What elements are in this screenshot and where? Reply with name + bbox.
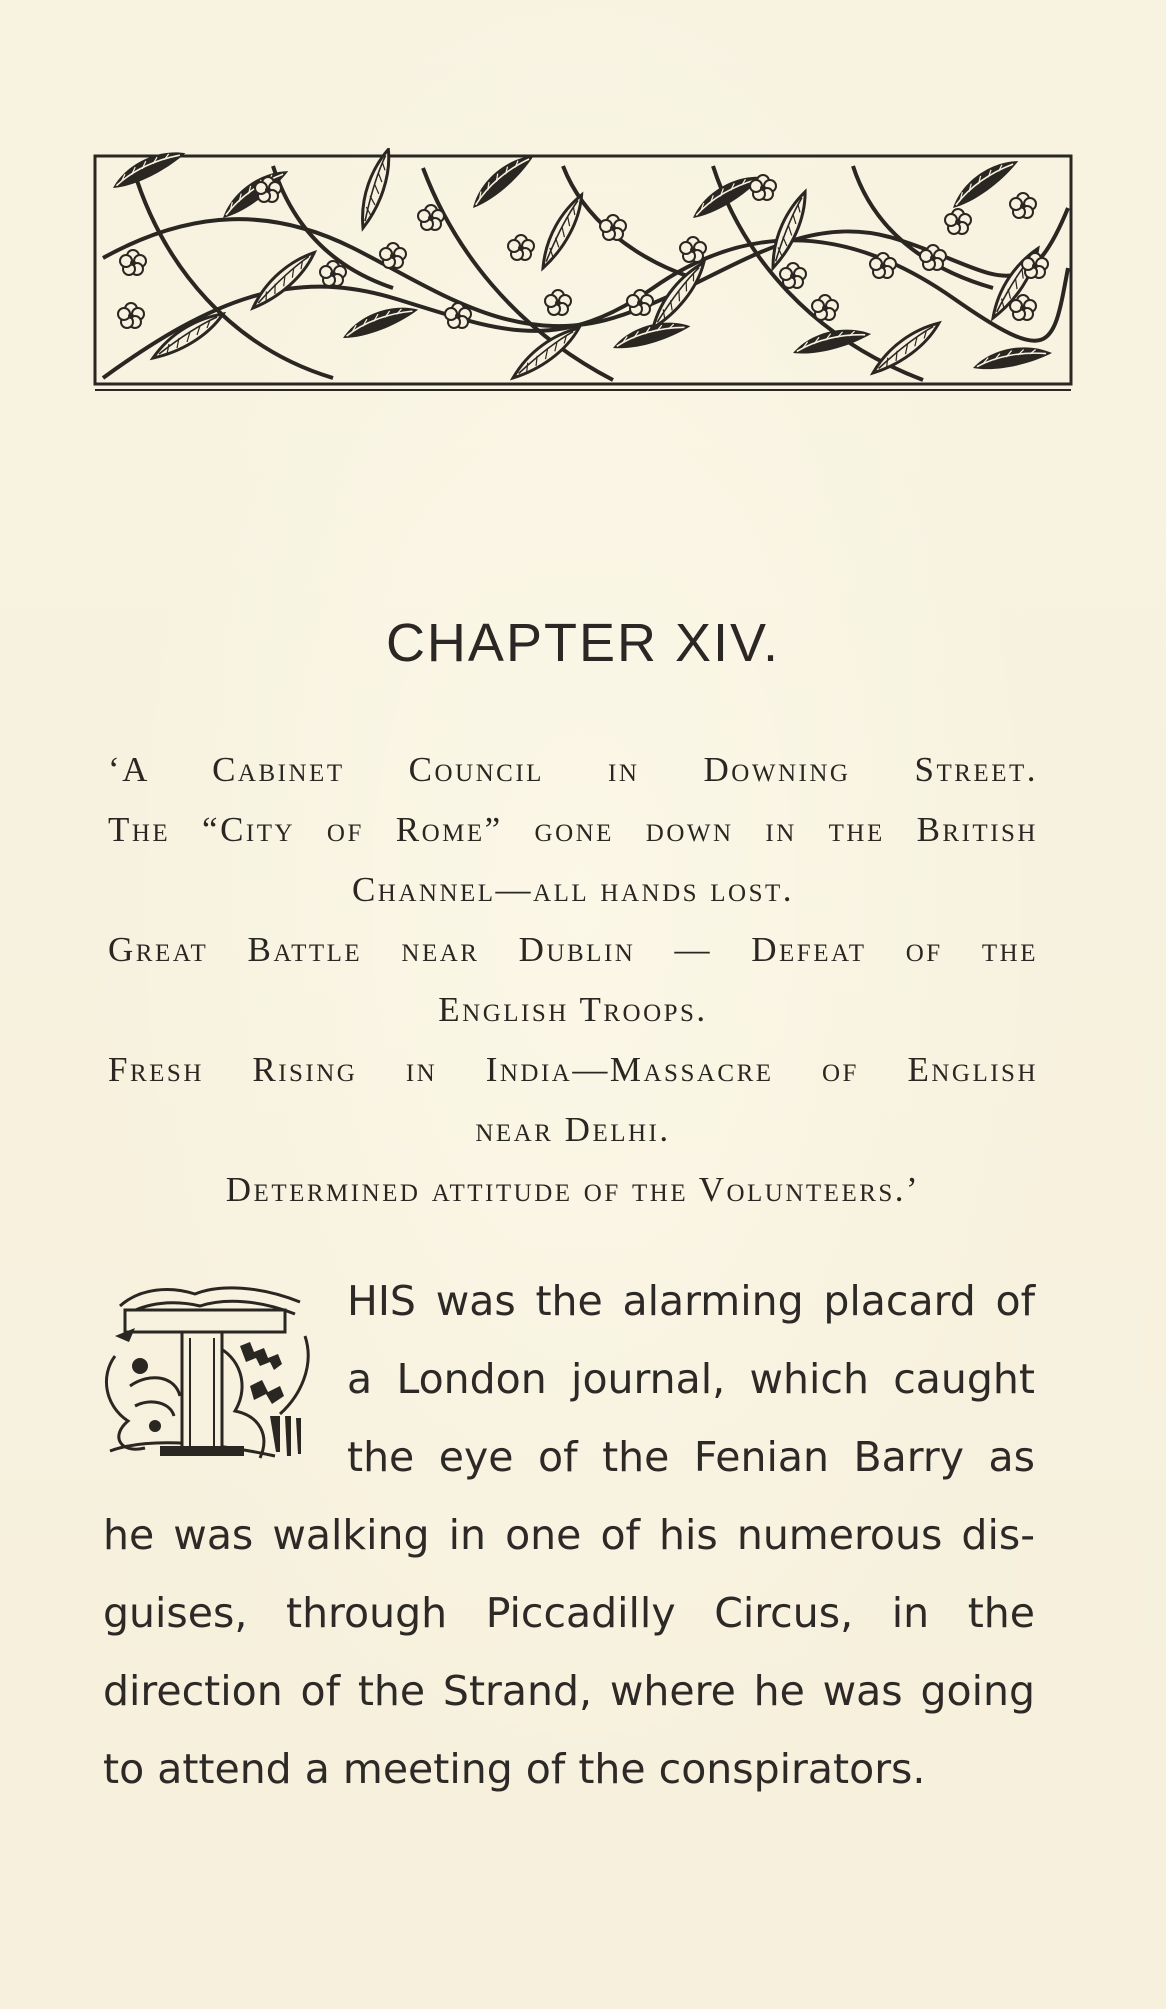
paragraph-line: guises, through Piccadilly Circus, in the <box>103 1589 1035 1637</box>
chapter-summary <box>108 740 1038 1220</box>
paragraph-line: direction of the Strand, where he was going <box>103 1667 1035 1715</box>
floral-headpiece-ornament <box>93 148 1073 398</box>
paragraph-line: to attend a meeting of the conspirators. <box>103 1745 926 1793</box>
summary-line: The “City of Rome” gone down in the British <box>108 810 1038 849</box>
chapter-title: CHAPTER XIV. <box>385 613 781 673</box>
summary-line: Channel—all hands lost. <box>351 870 795 909</box>
summary-line: Great Battle near Dublin — Defeat of the <box>108 930 1038 969</box>
summary-line: English Troops. <box>438 990 708 1029</box>
summary-line: ‘A Cabinet Council in Downing Street. <box>108 750 1038 789</box>
paragraph-line: HIS was the alarming placard of <box>347 1277 1035 1325</box>
summary-line: Determined attitude of the Volunteers.’ <box>225 1170 921 1209</box>
summary-line: near Delhi. <box>475 1110 671 1149</box>
chapter-body-paragraph <box>103 1262 1035 1808</box>
paragraph-line: a London journal, which caught <box>347 1355 1035 1403</box>
summary-line: Fresh Rising in India—Massacre of English <box>108 1050 1038 1089</box>
paragraph-line: he was walking in one of his numerous dis- <box>103 1511 1035 1559</box>
paragraph-line: the eye of the Fenian Barry as <box>347 1433 1035 1481</box>
